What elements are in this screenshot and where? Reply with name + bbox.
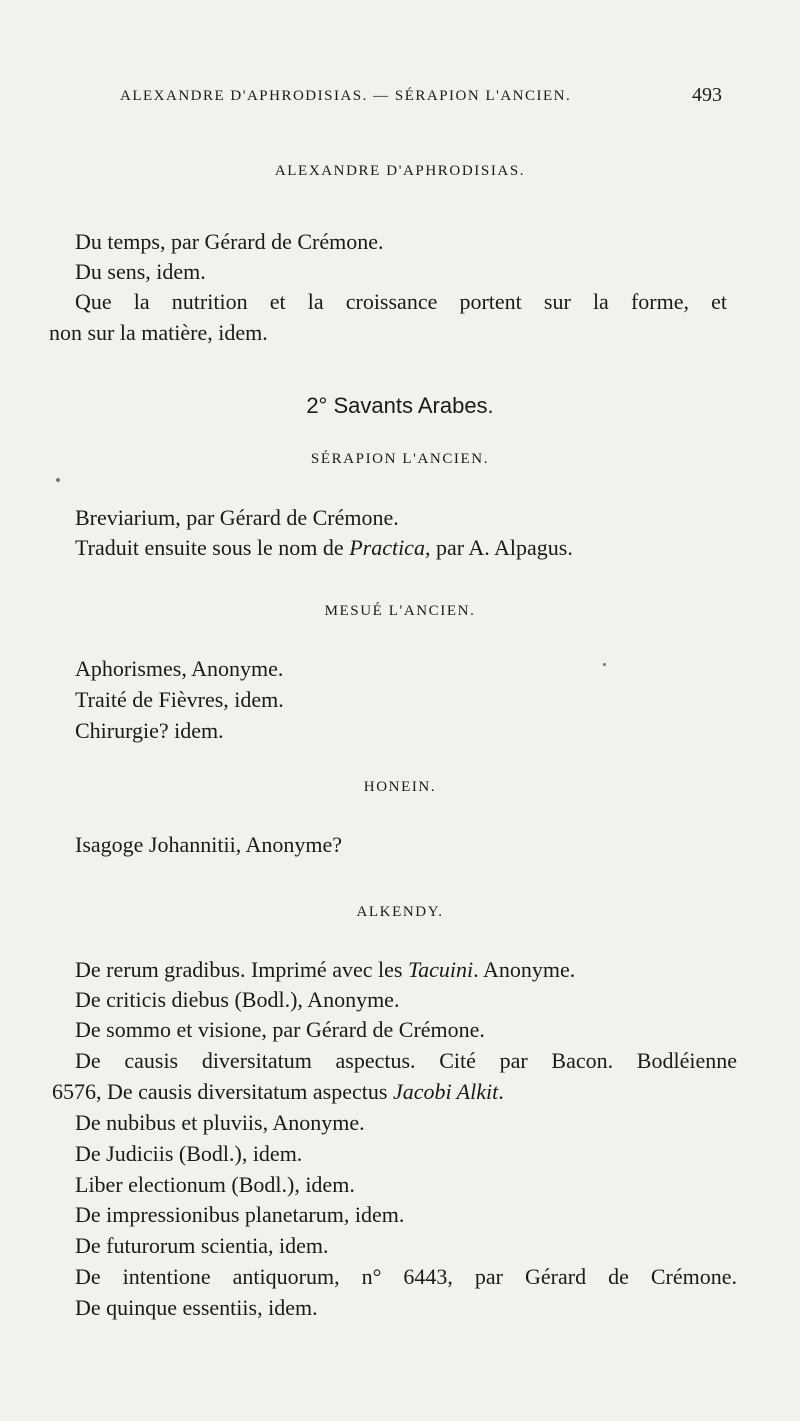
text-segment: De rerum gradibus. Imprimé avec les xyxy=(75,957,408,982)
text-line: De futurorum scientia, idem. xyxy=(75,1233,329,1258)
text-line: De quinque essentiis, idem. xyxy=(75,1295,318,1320)
text-line: De sommo et visione, par Gérard de Crémone. xyxy=(75,1017,485,1042)
section-title-honein: HONEIN. xyxy=(363,779,437,795)
text-segment: . xyxy=(498,1079,504,1104)
text-line: Liber electionum (Bodl.), idem. xyxy=(75,1172,355,1197)
text-line: Du sens, idem. xyxy=(75,259,206,284)
text-line: De causis diversitatum aspectus. Cité par Bacon. Bodléienne xyxy=(75,1048,737,1073)
text-line: non sur la matière, idem. xyxy=(49,320,268,345)
text-line xyxy=(75,535,573,561)
page-number: 493 xyxy=(692,84,722,106)
text-line: Breviarium, par Gérard de Crémone. xyxy=(75,505,399,530)
running-head xyxy=(0,84,800,112)
text-line: Chirurgie? idem. xyxy=(75,718,224,743)
section-title-alexandre: ALEXANDRE D'APHRODISIAS. xyxy=(274,163,526,179)
text-line: Traité de Fièvres, idem. xyxy=(75,687,284,712)
text-line xyxy=(52,1079,504,1105)
section-title-serapion: SÉRAPION L'ANCIEN. xyxy=(310,451,490,467)
section-heading-savants-arabes: 2° Savants Arabes. xyxy=(306,393,494,418)
text-line: De intentione antiquorum, n° 6443, par Gérard de Crémone. xyxy=(75,1264,737,1289)
text-line: De impressionibus planetarum, idem. xyxy=(75,1202,405,1227)
italic-title: Practica xyxy=(349,535,425,560)
text-line: De nubibus et pluviis, Anonyme. xyxy=(75,1110,365,1135)
text-line: De Judiciis (Bodl.), idem. xyxy=(75,1141,303,1166)
text-line: De criticis diebus (Bodl.), Anonyme. xyxy=(75,987,400,1012)
section-title-mesue: MESUÉ L'ANCIEN. xyxy=(324,603,476,619)
scan-speck xyxy=(603,663,606,666)
text-line xyxy=(75,957,575,983)
text-segment: Traduit ensuite sous le nom de xyxy=(75,535,350,560)
section-title-alkendy: ALKENDY. xyxy=(356,904,444,920)
italic-title: Tacuini xyxy=(407,957,474,982)
text-line: Isagoge Johannitii, Anonyme? xyxy=(75,832,343,857)
text-line: Aphorismes, Anonyme. xyxy=(75,656,284,681)
text-segment: 6576, De causis diversitatum aspectus xyxy=(52,1079,393,1104)
running-head-title: ALEXANDRE D'APHRODISIAS. — SÉRAPION L'ANCIEN. xyxy=(120,88,572,104)
text-line: Du temps, par Gérard de Crémone. xyxy=(75,229,384,254)
text-segment: . Anonyme. xyxy=(473,957,576,982)
scan-speck xyxy=(56,478,60,482)
italic-title: Jacobi Alkit xyxy=(392,1079,499,1104)
text-line: Que la nutrition et la croissance portent sur la forme, et xyxy=(75,289,727,314)
text-segment: , par A. Alpagus. xyxy=(424,535,573,560)
